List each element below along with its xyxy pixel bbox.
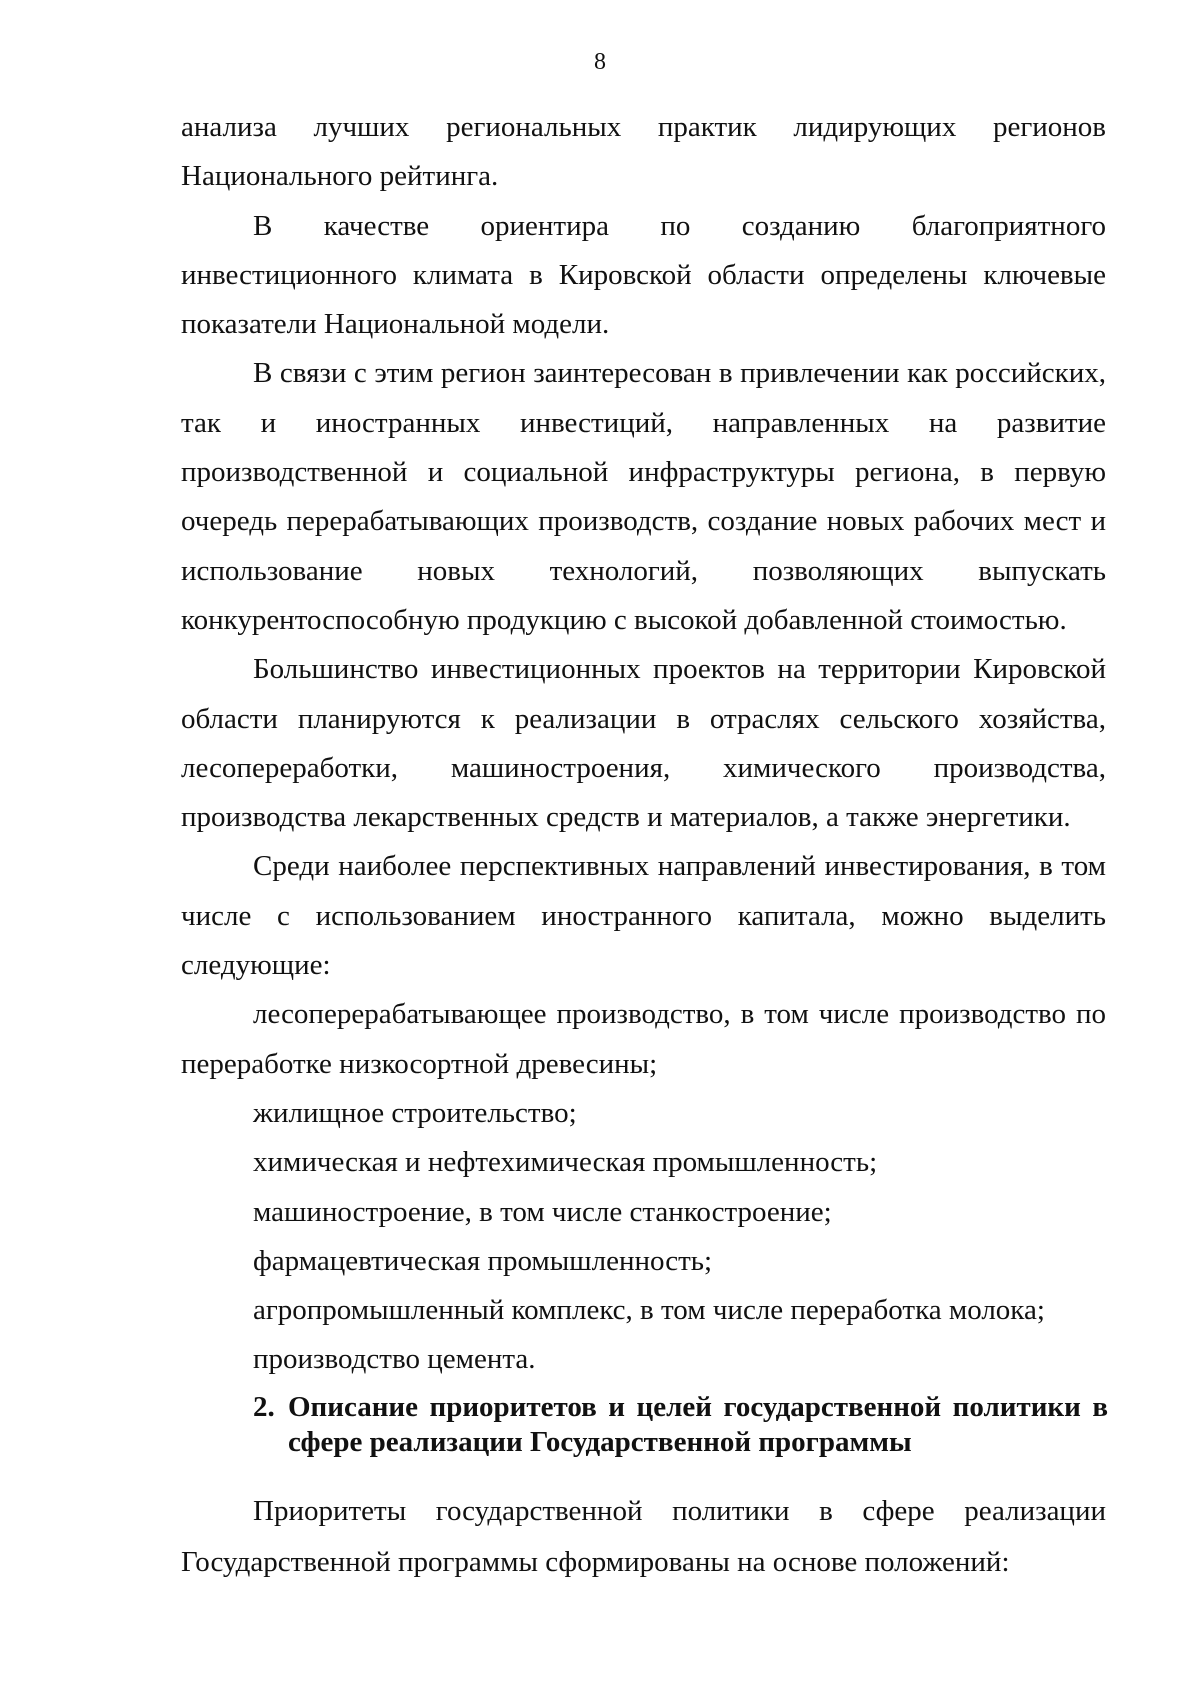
body-text <box>181 103 1106 1385</box>
section-title: Описание приоритетов и целей государственной политики в сфере реализации Государственной программы <box>288 1391 1108 1458</box>
list-item: химическая и нефтехимическая промышленность; <box>253 1146 878 1179</box>
paragraph: анализа лучших региональных практик лидирующих регионов Национального рейтинга. <box>181 111 1106 193</box>
list-item: лесоперерабатывающее производство, в том числе производство по переработке низкосортной древесины; <box>181 998 1106 1080</box>
paragraph: В связи с этим регион заинтересован в привлечении как российских, так и иностранных инвестиций, направленных на развитие производственной и социальной инфраструктуры региона, в первую очередь перерабатывающих производств, создание новых рабочих мест и использование новых технологий, позволяющих выпускать конкурентоспособную продукцию с высокой добавленной стоимостью. <box>181 357 1106 636</box>
section-number: 2. <box>253 1391 275 1423</box>
page-number: 8 <box>594 49 606 75</box>
list-item: фармацевтическая промышленность; <box>253 1244 713 1277</box>
list-item: жилищное строительство; <box>253 1096 577 1129</box>
paragraph: В качестве ориентира по созданию благоприятного инвестиционного климата в Кировской области определены ключевые показатели Национальной модели. <box>181 209 1106 341</box>
list-item: агропромышленный комплекс, в том числе переработка молока; <box>253 1294 1045 1327</box>
paragraph: Среди наиболее перспективных направлений инвестирования, в том числе с использованием иностранного капитала, можно выделить следующие: <box>181 850 1106 982</box>
list-item: машиностроение, в том числе станкостроение; <box>253 1195 832 1228</box>
paragraph: Большинство инвестиционных проектов на территории Кировской области планируются к реализации в отраслях сельского хозяйства, лесопереработки, машиностроения, химического производства, производства лекарственных средств и материалов, а также энергетики. <box>181 653 1106 834</box>
list-item: производство цемента. <box>253 1343 536 1376</box>
paragraph: Приоритеты государственной политики в сфере реализации Государственной программы сформированы на основе положений: <box>181 1495 1106 1578</box>
section-heading <box>253 1390 1108 1460</box>
